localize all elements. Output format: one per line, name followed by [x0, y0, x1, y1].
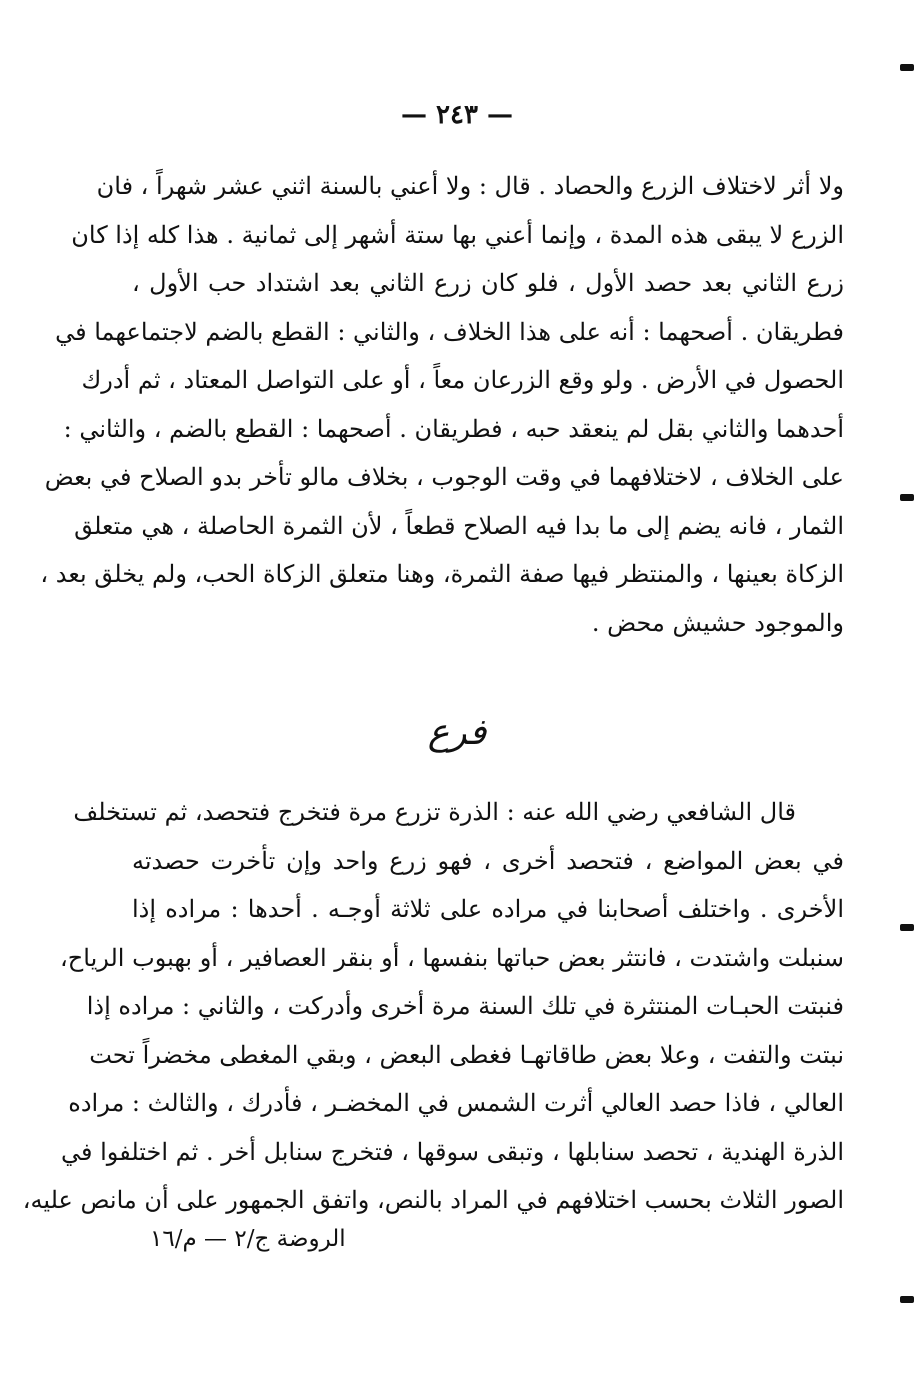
paragraph-line: فنبتت الحبـات المنتثرة في تلك السنة مرة أخرى وأدركت ، والثاني : مراده إذا: [86, 992, 844, 1020]
paragraph-1: [40, 162, 844, 647]
paragraph-line: الثمار ، فانه يضم إلى ما بدا فيه الصلاح قطعاً ، لأن الثمرة الحاصلة ، هي متعلق: [74, 511, 844, 540]
paragraph-line: قال الشافعي رضي الله عنه : الذرة تزرع مرة فتخرج فتحصد، ثم تستخلف: [73, 798, 796, 826]
paragraph-line: الصور الثلاث بحسب اختلافهم في المراد بالنص، واتفق الجمهور على أن مانص عليه،: [22, 1186, 844, 1214]
paragraph-line: والموجود حشيش محض .: [591, 608, 844, 637]
paragraph-line: أحدهما والثاني بقل لم ينعقد حبه ، فطريقان . أصحهما : القطع بالضم ، والثاني :: [63, 414, 844, 443]
scan-edge-mark: [900, 924, 914, 931]
scan-edge-mark: [900, 64, 914, 71]
paragraph-line: الذرة الهندية ، تحصد سنابلها ، وتبقى سوقها ، فتخرج سنابل أخر . ثم اختلفوا في: [61, 1137, 844, 1166]
paragraph-line: فطريقان . أصحهما : أنه على هذا الخلاف ، والثاني : القطع بالضم لاجتماعهما في: [55, 317, 844, 346]
section-heading: فرع: [427, 712, 487, 753]
footer-signature: الروضة ج/٢ — م/١٦: [150, 1226, 346, 1252]
paragraph-line: في بعض المواضع ، فتحصد أخرى ، فهو زرع واحد وإن تأخرت حصدته: [132, 846, 844, 875]
paragraph-line: ولا أثر لاختلاف الزرع والحصاد . قال : ولا أعني بالسنة اثني عشر شهراً ، فان: [96, 172, 844, 200]
paragraph-line: العالي ، فاذا حصد العالي أثرت الشمس في المخضـر ، فأدرك ، والثالث : مراده: [68, 1089, 844, 1117]
scan-edge-mark: [900, 494, 914, 501]
paragraph-line: سنبلت واشتدت ، فانتثر بعض حباتها بنفسها ، أو بنقر العصافير ، أو بهبوب الرياح،: [60, 943, 844, 972]
paragraph-line: الزرع لا يبقى هذه المدة ، وإنما أعني بها ستة أشهر إلى ثمانية . هذا كله إذا كان: [71, 220, 844, 249]
paragraph-line: الأخرى . واختلف أصحابنا في مراده على ثلاثة أوجـه . أحدها : مراده إذا: [132, 895, 844, 923]
paragraph-line: على الخلاف ، لاختلافهما في وقت الوجوب ، بخلاف مالو تأخر بدو الصلاح في بعض: [44, 463, 844, 491]
paragraph-line: الحصول في الأرض . ولو وقع الزرعان معاً ، أو على التواصل المعتاد ، ثم أدرك: [81, 366, 844, 394]
page-number: — ٢٤٣ —: [400, 100, 514, 130]
paragraph-line: زرع الثاني بعد حصد الأول ، فلو كان زرع الثاني بعد اشتداد حب الأول ،: [132, 269, 844, 297]
paragraph-line: الزكاة بعينها ، والمنتظر فيها صفة الثمرة، وهنا متعلق الزكاة الحب، ولم يخلق بعد ،: [40, 560, 844, 588]
paragraph-2: [22, 788, 844, 1225]
paragraph-line: نبتت والتفت ، وعلا بعض طاقاتهـا فغطى البعض ، وبقي المغطى مخضراً تحت: [89, 1040, 844, 1069]
scan-edge-mark: [900, 1296, 914, 1303]
